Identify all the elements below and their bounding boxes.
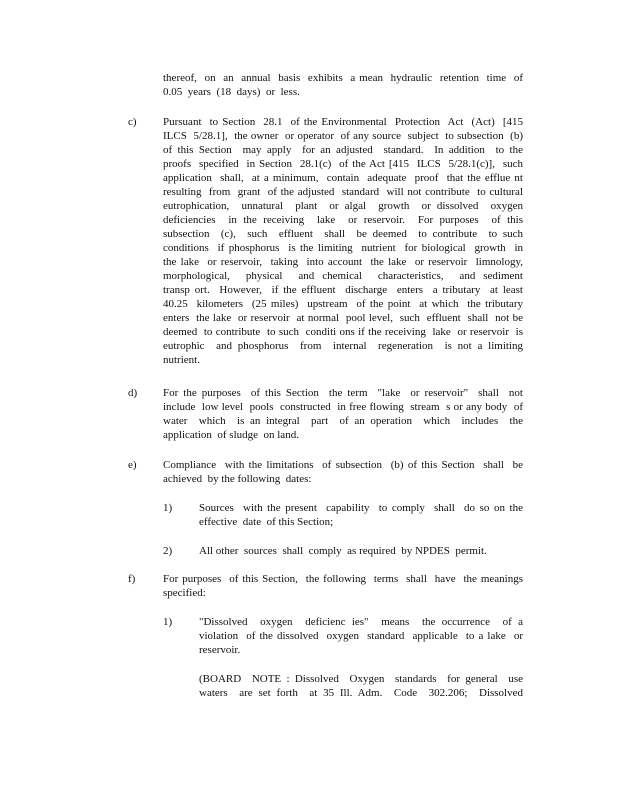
body-text-line: proofs specified in Section 28.1(c) of the Act [415 ILCS 5/28.1(c)], such <box>163 158 523 170</box>
body-text-line: eutrophic and phosphorus from internal regeneration is not a limiting <box>163 340 523 352</box>
item-marker-e1: 1) <box>163 502 173 514</box>
board-note-line: (BOARD NOTE : Dissolved Oxygen standards for general use <box>199 673 523 685</box>
body-text-line: subsection (c), such effluent shall be deemed to contribute to such <box>163 228 523 240</box>
body-text-line: For the purposes of this Section the term "lake or reservoir" shall not <box>163 387 523 399</box>
body-text-line: eutrophication, unnatural plant or algal growth or dissolved oxygen <box>163 200 523 212</box>
body-text-line: All other sources shall comply as required by NPDES permit. <box>199 545 487 557</box>
body-text-line: reservoir. <box>199 644 241 656</box>
body-text-line: include low level pools constructed in free flowing stream s or any body of <box>163 401 523 413</box>
body-text-line: morphological, physical and chemical characteristics, and sediment <box>163 270 523 282</box>
item-marker-f1: 1) <box>163 616 173 628</box>
body-text-line: ILCS 5/28.1], the owner or operator of any source subject to subsection (b) <box>163 130 523 142</box>
body-text-line: thereof, on an annual basis exhibits a mean hydraulic retention time of <box>163 72 523 84</box>
board-note-line: waters are set forth at 35 Ill. Adm. Code 302.206; Dissolved <box>199 687 523 699</box>
body-text-line: For purposes of this Section, the following terms shall have the meanings <box>163 573 523 585</box>
body-text-line: of this Section may apply for an adjusted standard. In addition to the <box>163 144 523 156</box>
body-text-line: water which is an integral part of an operation which includes the <box>163 415 523 427</box>
body-text-line: violation of the dissolved oxygen standard applicable to a lake or <box>199 630 523 642</box>
body-text-line: application shall, at a minimum, contain adequate proof that the efflue nt <box>163 172 523 184</box>
item-marker-e2: 2) <box>163 545 173 557</box>
section-marker-f: f) <box>128 573 136 585</box>
body-text-line: Compliance with the limitations of subsection (b) of this Section shall be <box>163 459 523 471</box>
body-text-line: deficiencies in the receiving lake or reservoir. For purposes of this <box>163 214 523 226</box>
body-text-line: "Dissolved oxygen deficienc ies" means the occurrence of a <box>199 616 523 628</box>
body-text-line: resulting from grant of the adjusted standard will not contribute to cultural <box>163 186 523 198</box>
body-text-line: Sources with the present capability to comply shall do so on the <box>199 502 523 514</box>
section-marker-d: d) <box>128 387 138 399</box>
body-text-line: Pursuant to Section 28.1 of the Environmental Protection Act (Act) [415 <box>163 116 523 128</box>
body-text-line: 0.05 years (18 days) or less. <box>163 86 300 98</box>
body-text-line: achieved by the following dates: <box>163 473 312 485</box>
section-marker-c: c) <box>128 116 137 128</box>
body-text-line: nutrient. <box>163 354 200 366</box>
body-text-line: effective date of this Section; <box>199 516 334 528</box>
section-marker-e: e) <box>128 459 137 471</box>
body-text-line: the lake or reservoir, taking into account the lake or reservoir limnology, <box>163 256 523 268</box>
body-text-line: deemed to contribute to such conditi ons if the receiving lake or reservoir is <box>163 326 523 338</box>
body-text-line: 40.25 kilometers (25 miles) upstream of the point at which the tributary <box>163 298 523 310</box>
body-text-line: conditions if phosphorus is the limiting nutrient for biological growth in <box>163 242 523 254</box>
body-text-line: specified: <box>163 587 206 599</box>
body-text-line: application of sludge on land. <box>163 429 299 441</box>
body-text-line: transp ort. However, if the effluent discharge enters a tributary at least <box>163 284 523 296</box>
body-text-line: enters the lake or reservoir at normal pool level, such effluent shall not be <box>163 312 523 324</box>
